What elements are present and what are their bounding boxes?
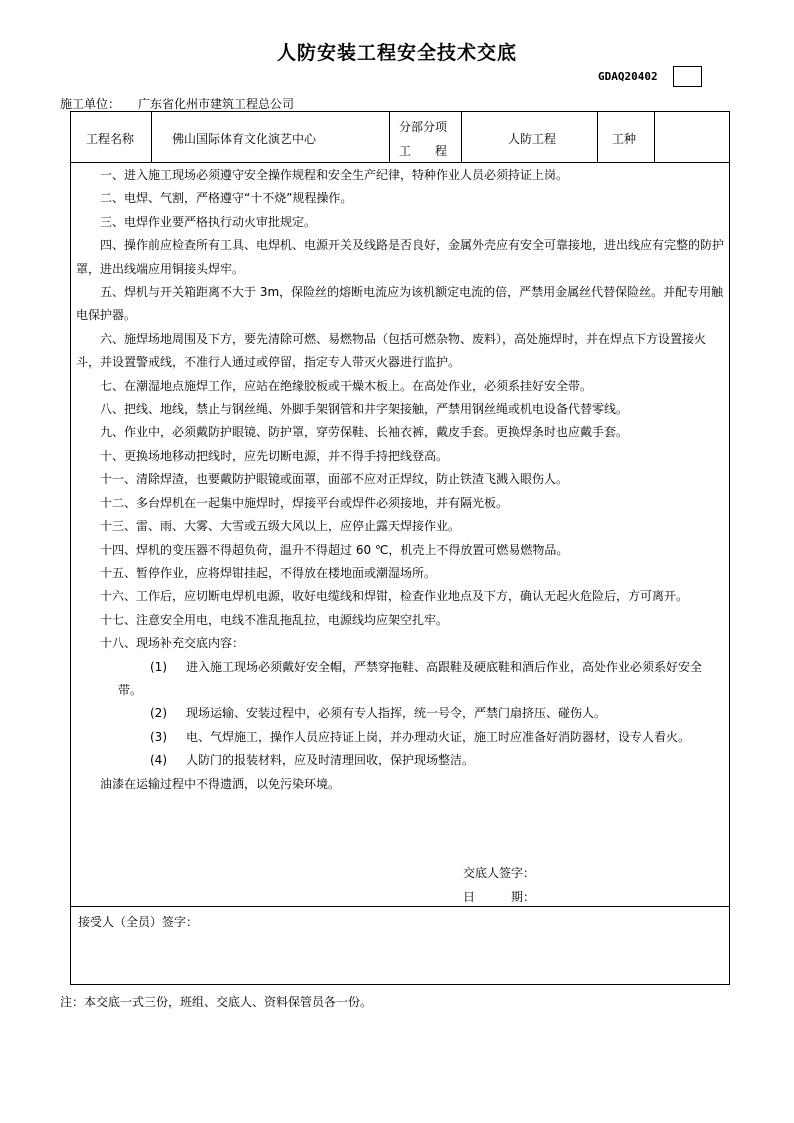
supplement-1 — [76, 656, 724, 703]
item-18: 十八、现场补充交底内容： — [100, 636, 245, 651]
footer-note: 注：本交底一式三份，班组、交底人、资料保管员各一份。 — [60, 995, 373, 1009]
disclosure-content — [76, 164, 724, 796]
header-divider — [70, 162, 730, 163]
project-name-label: 工程名称 — [86, 132, 135, 146]
header-col-line — [461, 111, 462, 162]
receiver-divider — [70, 906, 730, 907]
item-14: 十四、焊机的变压器不得超负荷，温升不得超过 60 ℃，机壳上不得放置可燃易燃物品。 — [100, 542, 569, 557]
supplement-number: (2) — [150, 706, 167, 721]
sub-project-label-line1: 分部分项 — [399, 120, 448, 134]
disclosure-date-label: 日 期： — [463, 890, 536, 904]
supplement-number: (4) — [150, 753, 167, 768]
project-name-value: 佛山国际体育文化演艺中心 — [172, 132, 317, 146]
header-col-line — [151, 111, 152, 162]
item-5: 五、焊机与开关箱距离不大于 3m，保险丝的熔断电流应为该机额定电流的倍，严禁用金属丝代替保险丝。并配专用触电保护器。 — [76, 285, 724, 323]
construction-unit-row — [60, 95, 294, 112]
receiver-signature[interactable] — [78, 913, 198, 930]
header-col-line — [389, 111, 390, 162]
sub-project-label-line2: 工 程 — [399, 144, 448, 158]
code-input-box[interactable] — [673, 66, 702, 87]
header-col-line — [597, 111, 598, 162]
item-2: 二、电焊、气割，严格遵守“十不烧”规程操作。 — [100, 191, 353, 206]
item-15: 十五、暂停作业，应将焊钳挂起，不得放在楼地面或潮湿场所。 — [100, 565, 437, 580]
receiver-signature-label: 接受人（全员）签字： — [78, 915, 199, 929]
item-1: 一、进入施工现场必须遵守安全操作规程和安全生产纪律，特种作业人员必须持证上岗。 — [100, 168, 569, 182]
supplement-text: 现场运输、安装过程中，必须有专人指挥，统一号令，严禁门扇挤压、碰伤人。 — [186, 706, 607, 721]
item-11: 十一、清除焊渣，也要戴防护眼镜或面罩，面部不应对正焊纹，防止铁渣飞溅入眼伤人。 — [100, 472, 569, 487]
discloser-signature[interactable] — [463, 864, 535, 881]
supplement-number: (1) — [150, 659, 167, 674]
construction-unit-value: 广东省化州市建筑工程总公司 — [138, 97, 295, 111]
disclosure-date[interactable] — [463, 888, 535, 905]
sub-project-value: 人防工程 — [508, 132, 557, 146]
supplement-number: (3) — [150, 729, 167, 744]
supplement-4 — [76, 749, 724, 772]
item-13: 十三、雷、雨、大雾、大雪或五级大风以上，应停止露天焊接作业。 — [100, 519, 461, 534]
work-type-label: 工种 — [612, 132, 637, 146]
item-3: 三、电焊作业要严格执行动火审批规定。 — [100, 214, 317, 229]
item-17: 十七、注意安全用电，电线不准乱拖乱拉，电源线均应架空扎牢。 — [100, 612, 449, 627]
document-title: 人防安装工程安全技术交底 — [276, 42, 517, 64]
item-4: 四、操作前应检查所有工具、电焊机、电源开关及线路是否良好，金属外壳应有安全可靠接地，进出线应有完整的防护罩，进出线端应用铜接头焊牢。 — [76, 238, 725, 276]
supplement-2 — [76, 702, 724, 725]
closing-note: 油漆在运输过程中不得遗洒，以免污染环境。 — [100, 776, 341, 791]
supplement-text: 电、气焊施工，操作人员应持证上岗，并办理动火证，施工时应准备好消防器材，设专人看火。 — [186, 729, 691, 744]
item-9: 九、作业中，必须戴防护眼镜、防护罩，穿劳保鞋、长袖衣裤，戴皮手套。更换焊条时也应戴手套。 — [100, 425, 629, 440]
discloser-signature-label: 交底人签字： — [463, 866, 536, 880]
construction-unit-label: 施工单位： — [60, 97, 121, 111]
item-16: 十六、工作后，应切断电焊机电源，收好电缆线和焊钳，检查作业地点及下方，确认无起火危险后，方可离开。 — [100, 589, 689, 604]
header-col-line — [654, 111, 655, 162]
document-code: GDAQ20402 — [598, 70, 658, 83]
item-6: 六、施焊场地周围及下方，要先清除可燃、易燃物品（包括可燃杂物、废料），高处施焊时，并在焊点下方设置接火斗，并设置警戒线，不准行人通过或停留，指定专人带灭火器进行监护。 — [76, 331, 707, 370]
supplement-3 — [76, 726, 724, 749]
item-12: 十二、多台焊机在一起集中施焊时，焊接平台或焊件必须接地，并有隔光板。 — [100, 495, 509, 510]
item-8: 八、把线、地线，禁止与钢丝绳、外脚手架钢管和井字架接触，严禁用钢丝绳或机电设备代替零线。 — [100, 402, 629, 417]
item-7: 七、在潮湿地点施焊工作，应站在绝缘胶板或干燥木板上。在高处作业，必须系挂好安全带。 — [100, 378, 593, 393]
supplement-text: 进入施工现场必须戴好安全帽，严禁穿拖鞋、高跟鞋及硬底鞋和酒后作业，高处作业必须系好安全带。 — [118, 659, 703, 697]
item-10: 十、更换场地移动把线时，应先切断电源，并不得手持把线登高。 — [100, 448, 449, 463]
supplement-text: 人防门的报装材料，应及时清理回收，保护现场整洁。 — [186, 753, 475, 768]
